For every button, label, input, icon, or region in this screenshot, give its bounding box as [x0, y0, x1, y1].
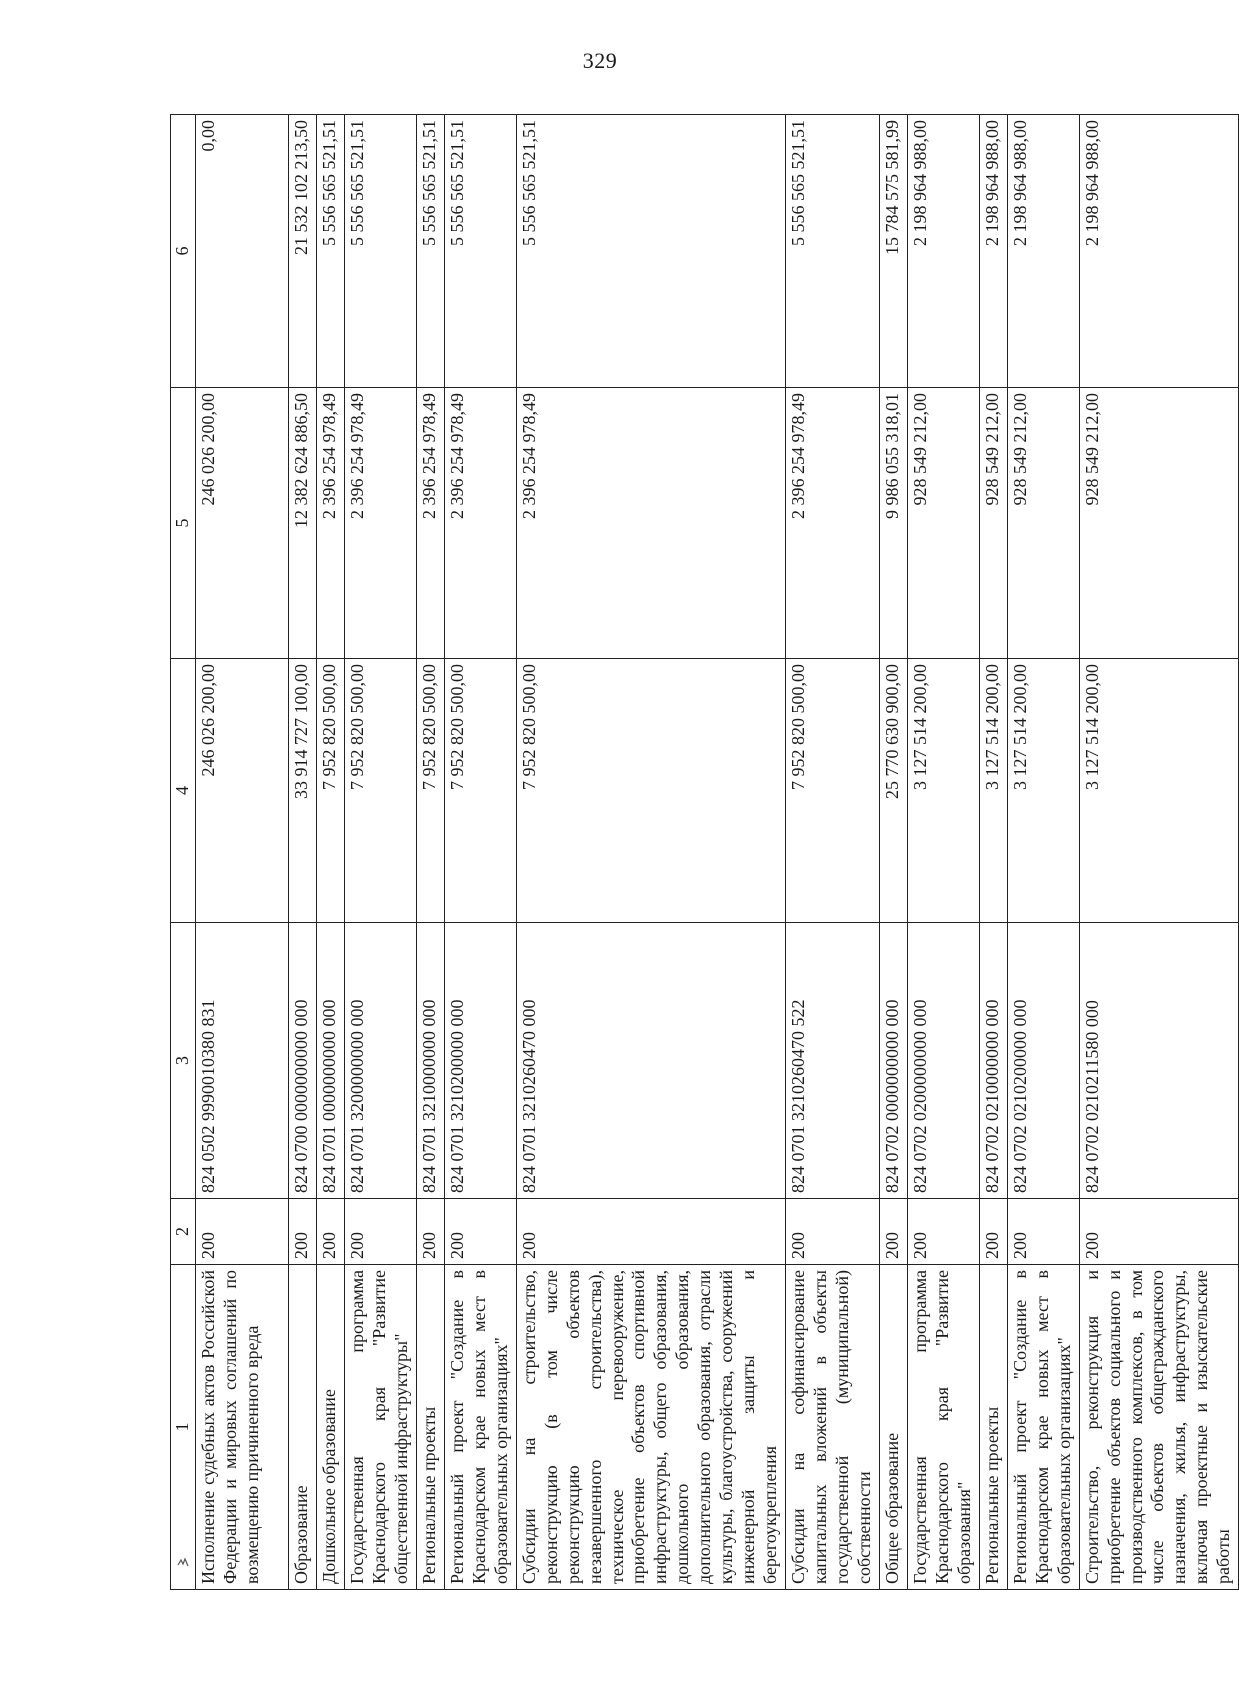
row-name: Государственная программа Краснодарского края "Развитие образования" [907, 1265, 979, 1590]
row-code: 824 0700 0000000000 000 [289, 923, 317, 1199]
row-col6: 0,00 [196, 115, 289, 388]
row-manager: 200 [979, 1199, 1007, 1265]
row-manager: 200 [786, 1199, 880, 1265]
row-name: Региональные проекты [416, 1265, 444, 1590]
header-col-6: 6 [171, 115, 196, 388]
row-manager: 200 [1007, 1199, 1079, 1265]
row-col4: 7 952 820 500,00 [516, 659, 785, 923]
table-row [907, 115, 979, 1590]
row-code: 824 0702 0210000000 000 [979, 923, 1007, 1199]
header-col-5: 5 [171, 388, 196, 659]
row-name: Субсидии на софинансирование капитальных вложений в объекты государственной (муниципальной) собственности [786, 1265, 880, 1590]
row-col5: 928 549 212,00 [1007, 388, 1079, 659]
row-col6: 2 198 964 988,00 [979, 115, 1007, 388]
table-body [196, 115, 1239, 1590]
table-row [1079, 115, 1239, 1590]
row-col4: 3 127 514 200,00 [907, 659, 979, 923]
row-code: 824 0502 9990010380 831 [196, 923, 289, 1199]
row-manager: 200 [879, 1199, 907, 1265]
row-manager: 200 [516, 1199, 785, 1265]
row-name: Общее образование [879, 1265, 907, 1590]
header-col-4: 4 [171, 659, 196, 923]
row-col5: 928 549 212,00 [907, 388, 979, 659]
table-row [196, 115, 289, 1590]
header-col-2: 2 [171, 1199, 196, 1265]
row-name: Региональный проект "Создание в Краснодарском крае новых мест в образовательных организациях" [1007, 1265, 1079, 1590]
row-col4: 246 026 200,00 [196, 659, 289, 923]
row-col6: 5 556 565 521,51 [786, 115, 880, 388]
table-row [289, 115, 317, 1590]
row-col4: 33 914 727 100,00 [289, 659, 317, 923]
row-code: 824 0702 0200000000 000 [907, 923, 979, 1199]
table-header [171, 115, 196, 1590]
row-col6: 21 532 102 213,50 [289, 115, 317, 388]
header-col-1: 1 [171, 1265, 196, 1590]
row-name: Региональные проекты [979, 1265, 1007, 1590]
row-col4: 3 127 514 200,00 [1007, 659, 1079, 923]
row-col6: 5 556 565 521,51 [516, 115, 785, 388]
table-row [979, 115, 1007, 1590]
row-col6: 5 556 565 521,51 [444, 115, 516, 388]
row-code: 824 0702 0210200000 000 [1007, 923, 1079, 1199]
row-col6: 5 556 565 521,51 [416, 115, 444, 388]
row-col4: 7 952 820 500,00 [444, 659, 516, 923]
budget-table [170, 114, 1239, 1590]
row-col5: 12 382 624 886,50 [289, 388, 317, 659]
row-code: 824 0701 0000000000 000 [316, 923, 344, 1199]
row-col5: 2 396 254 978,49 [786, 388, 880, 659]
row-code: 824 0701 3210200000 000 [444, 923, 516, 1199]
row-manager: 200 [289, 1199, 317, 1265]
row-col6: 2 198 964 988,00 [1079, 115, 1239, 388]
header-row [171, 115, 196, 1590]
row-manager: 200 [1079, 1199, 1239, 1265]
ink-mark-icon [176, 1556, 190, 1570]
row-col5: 9 986 055 318,01 [879, 388, 907, 659]
row-col5: 928 549 212,00 [1079, 388, 1239, 659]
row-col5: 246 026 200,00 [196, 388, 289, 659]
table-row [786, 115, 880, 1590]
row-col6: 2 198 964 988,00 [907, 115, 979, 388]
row-col4: 7 952 820 500,00 [416, 659, 444, 923]
row-code: 824 0701 3210260470 522 [786, 923, 880, 1199]
page-number: 329 [582, 48, 618, 73]
row-col5: 2 396 254 978,49 [516, 388, 785, 659]
row-manager: 200 [416, 1199, 444, 1265]
row-name: Дошкольное образование [316, 1265, 344, 1590]
row-code: 824 0701 3210260470 000 [516, 923, 785, 1199]
row-col6: 15 784 575 581,99 [879, 115, 907, 388]
row-code: 824 0701 3210000000 000 [416, 923, 444, 1199]
table-row [444, 115, 516, 1590]
row-name: Исполнение судебных актов Российской Федерации и мировых соглашений по возмещению причиненного вреда [196, 1265, 289, 1590]
table-row [1007, 115, 1079, 1590]
row-col5: 928 549 212,00 [979, 388, 1007, 659]
row-col5: 2 396 254 978,49 [444, 388, 516, 659]
row-name: Строительство, реконструкция и приобретение объектов социального и производственного комплексов, в том числе объектов общегражданского назначения, жилья, инфраструктуры, включая проектные и изыскательские работы [1079, 1265, 1239, 1590]
row-name: Государственная программа Краснодарского края "Развитие общественной инфраструктуры" [344, 1265, 416, 1590]
table-row [416, 115, 444, 1590]
row-name: Субсидии на строительство, реконструкцию (в том числе реконструкцию объектов незавершенного строительства), техническое перевооружение, приобретение объектов спортивной инфраструктуры, общего образования, дошкольного образования, дополнительного образования, отрасли культуры, благоустройства, сооружений инженерной защиты и берегоукрепления [516, 1265, 785, 1590]
table-row [344, 115, 416, 1590]
row-manager: 200 [444, 1199, 516, 1265]
row-col6: 2 198 964 988,00 [1007, 115, 1079, 388]
row-col4: 7 952 820 500,00 [344, 659, 416, 923]
row-col5: 2 396 254 978,49 [316, 388, 344, 659]
row-col5: 2 396 254 978,49 [344, 388, 416, 659]
row-col4: 3 127 514 200,00 [979, 659, 1007, 923]
table-row [879, 115, 907, 1590]
row-manager: 200 [196, 1199, 289, 1265]
table-row [316, 115, 344, 1590]
row-col4: 7 952 820 500,00 [786, 659, 880, 923]
row-code: 824 0701 3200000000 000 [344, 923, 416, 1199]
row-col4: 7 952 820 500,00 [316, 659, 344, 923]
header-col-3: 3 [171, 923, 196, 1199]
row-name: Региональный проект "Создание в Краснодарском крае новых мест в образовательных организациях" [444, 1265, 516, 1590]
row-manager: 200 [344, 1199, 416, 1265]
row-col4: 25 770 630 900,00 [879, 659, 907, 923]
row-manager: 200 [316, 1199, 344, 1265]
row-manager: 200 [907, 1199, 979, 1265]
row-col6: 5 556 565 521,51 [344, 115, 416, 388]
row-code: 824 0702 0210211580 000 [1079, 923, 1239, 1199]
row-col5: 2 396 254 978,49 [416, 388, 444, 659]
row-col4: 3 127 514 200,00 [1079, 659, 1239, 923]
row-name: Образование [289, 1265, 317, 1590]
table-row [516, 115, 785, 1590]
row-code: 824 0702 0000000000 000 [879, 923, 907, 1199]
row-col6: 5 556 565 521,51 [316, 115, 344, 388]
rotated-table-container [170, 115, 1234, 1590]
